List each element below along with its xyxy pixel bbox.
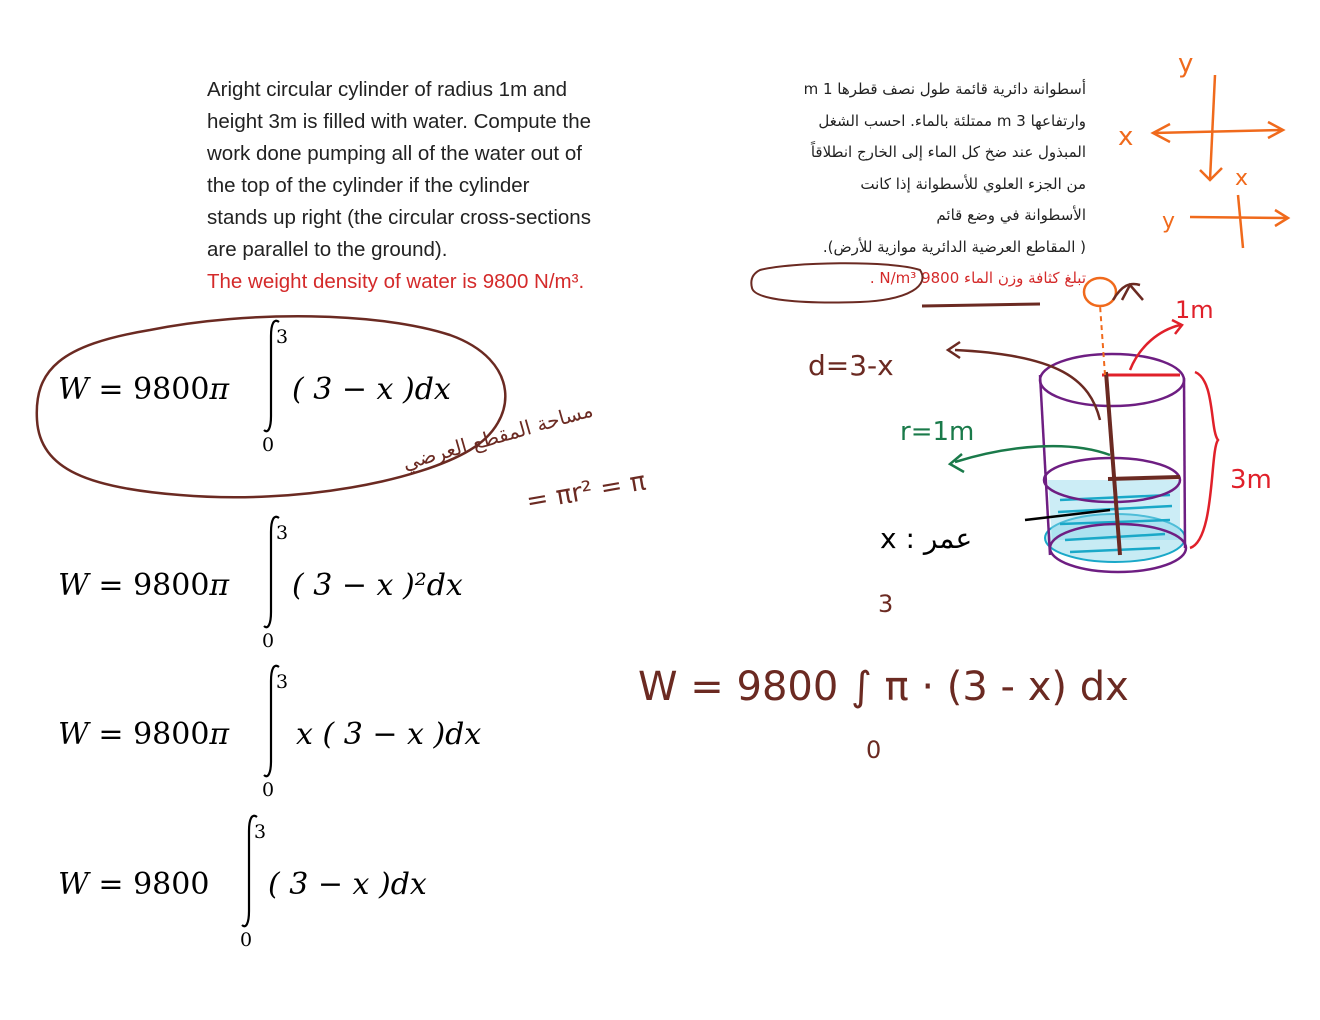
problem-en-line-2: height 3m is filled with water. Compute the	[207, 110, 591, 133]
label-x-arabic: x : عمر	[880, 522, 973, 555]
problem-ar-density: تبلغ كثافة وزن الماء 9800 N/m³ .	[869, 269, 1086, 287]
work-upper: 3	[878, 590, 894, 618]
problem-ar-line-1: أسطوانة دائرية قائمة طول نصف قطرها 1 m	[803, 80, 1086, 98]
option-3-upper: 3	[276, 671, 289, 693]
option-2-eq: =	[88, 568, 134, 603]
option-2-coef: 9800	[133, 568, 210, 603]
option-1-eq: =	[88, 372, 134, 407]
label-3m: 3m	[1230, 465, 1272, 495]
problem-en-line-3: work done pumping all of the water out of	[207, 142, 582, 165]
problem-en-line-5: stands up right (the circular cross-sections	[207, 206, 591, 229]
problem-ar-line-5: الأسطوانة في وضع قائم	[936, 206, 1086, 224]
selection-loop	[37, 316, 506, 497]
underline-ar-density	[922, 304, 1040, 306]
label-r: r=1m	[900, 417, 975, 447]
problem-en-line-4: the top of the cylinder if the cylinder	[207, 174, 530, 197]
option-4-var: W	[58, 867, 89, 902]
problem-ar-line-4: من الجزء العلوي للأسطوانة إذا كانت	[860, 174, 1086, 193]
label-d: d=3-x	[808, 349, 894, 382]
problem-ar-line-2: وارتفاعها 3 m ممتلئة بالماء. احسب الشغل	[818, 111, 1086, 130]
problem-ar-line-6: ( المقاطع العرضية الدائرية موازية للأرض).	[822, 237, 1086, 256]
option-1-coef: 9800	[133, 372, 210, 407]
label-area-formula: = πr² = π	[524, 466, 649, 517]
option-3-lower: 0	[262, 779, 275, 801]
option-3-integrand: x ( 3 − x )dx	[296, 717, 482, 752]
circle-ar-density	[751, 263, 922, 302]
option-3-coef: 9800	[133, 717, 210, 752]
option-4-integrand: ( 3 − x )dx	[268, 867, 427, 902]
label-1m: 1m	[1175, 296, 1214, 324]
work-lower: 0	[866, 736, 882, 764]
problem-en-line-6: are parallel to the ground).	[207, 238, 448, 261]
axis2-y-label: y	[1162, 209, 1176, 234]
option-3-var: W	[58, 717, 89, 752]
problem-en-line-1: Aright circular cylinder of radius 1m and	[207, 78, 568, 101]
problem-en-density: The weight density of water is 9800 N/m³.	[207, 270, 585, 293]
option-4-lower: 0	[240, 929, 253, 951]
option-2-upper: 3	[276, 522, 289, 544]
option-3-pi: π	[209, 717, 230, 752]
option-4-coef: 9800	[133, 867, 210, 902]
option-4-eq: =	[88, 867, 134, 902]
option-2-var: W	[58, 568, 89, 603]
problem-ar-line-3: المبذول عند ضخ كل الماء إلى الخارج انطلاقاً	[810, 143, 1086, 161]
option-2-lower: 0	[262, 630, 275, 652]
option-1-integrand: ( 3 − x )dx	[292, 372, 451, 407]
option-4-upper: 3	[254, 821, 267, 843]
option-1-upper: 3	[276, 326, 289, 348]
axis2-x-label: x	[1235, 166, 1249, 191]
option-2-pi: π	[209, 568, 230, 603]
axis-x-label: x	[1118, 122, 1134, 152]
option-1-lower: 0	[262, 434, 275, 456]
work-equation: W = 9800 ∫ π · (3 - x) dx	[638, 664, 1129, 710]
option-2-integrand: ( 3 − x )²dx	[292, 568, 463, 603]
option-1-pi: π	[209, 372, 230, 407]
option-1-var: W	[58, 372, 89, 407]
axis-y-label: y	[1178, 49, 1194, 79]
label-area-ar: مساحة المقطع العرضي	[399, 397, 596, 475]
option-3-eq: =	[88, 717, 134, 752]
